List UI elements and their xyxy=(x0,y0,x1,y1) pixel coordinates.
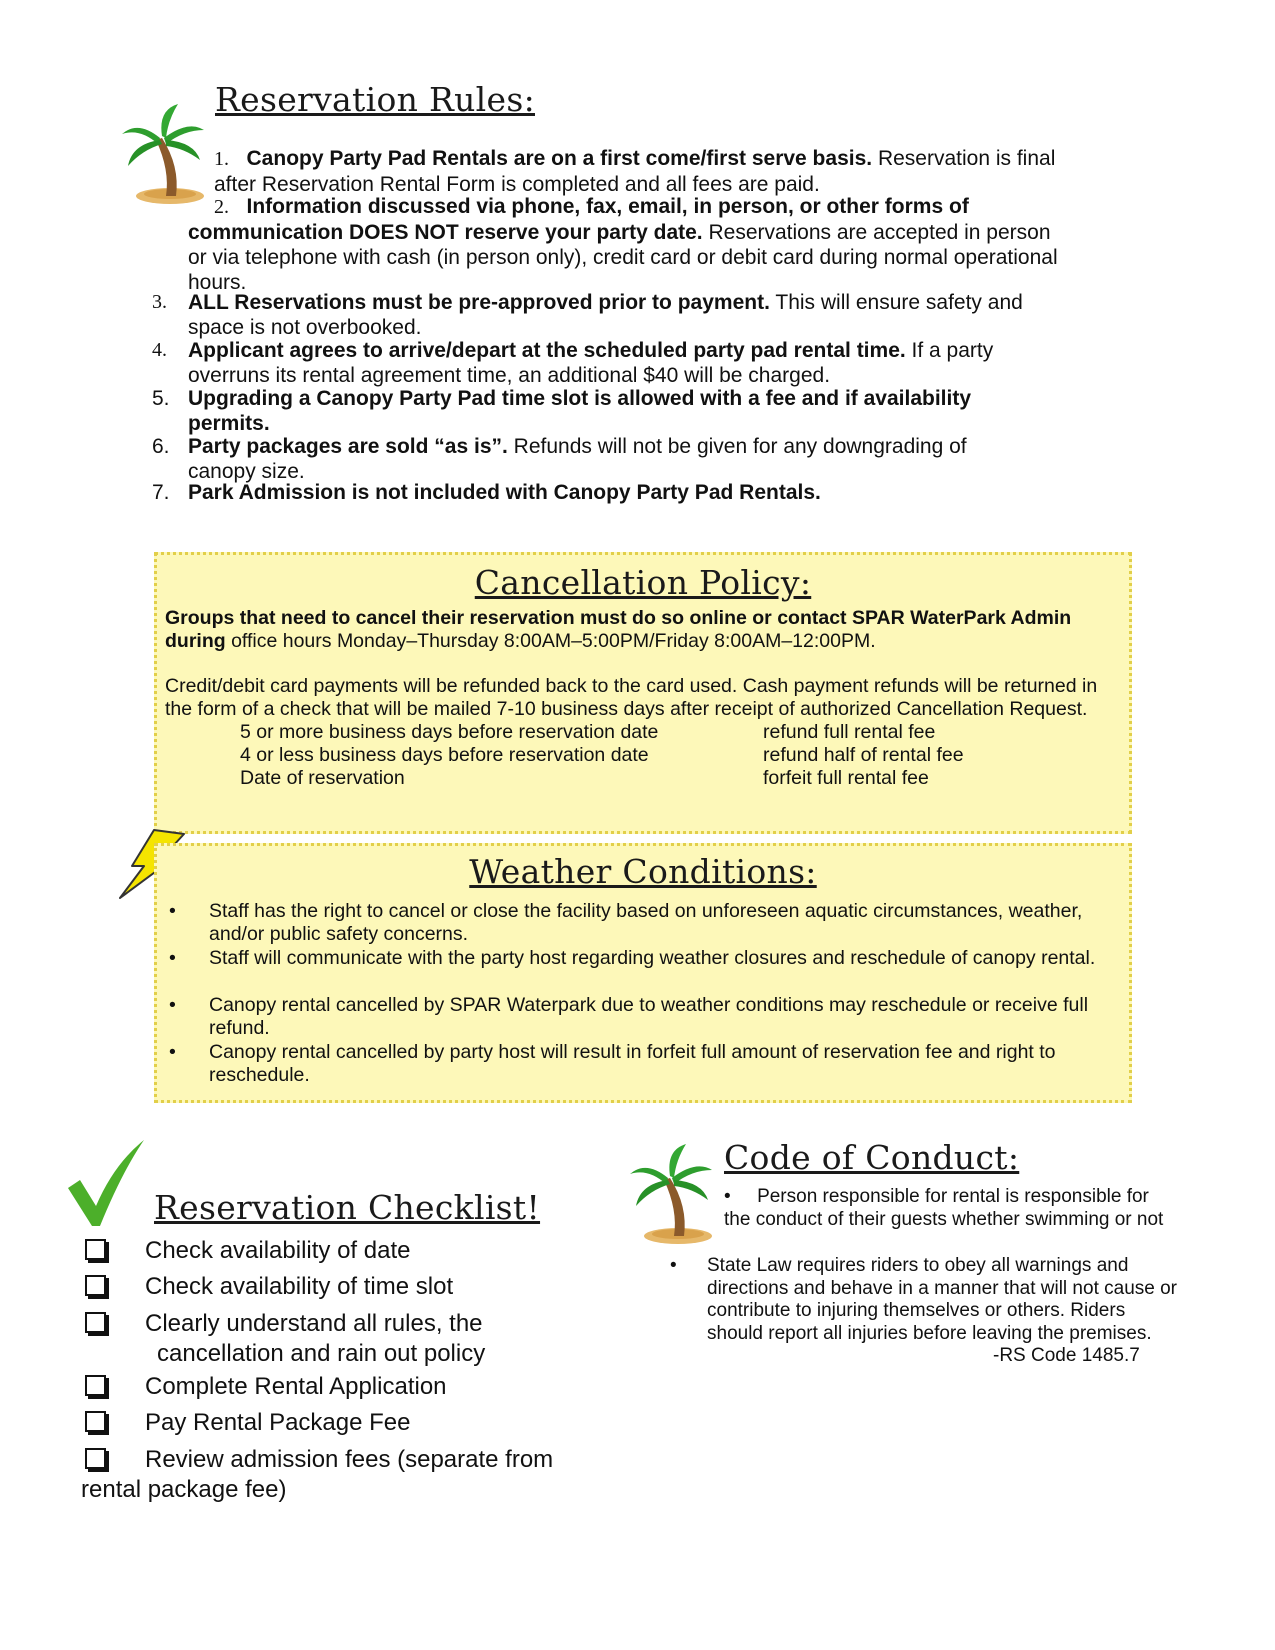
rule-item: 3. ALL Reservations must be pre-approved prior to payment. This will ensure safety and space is not overbooked. xyxy=(152,291,1023,339)
rule-item: 2. Information discussed via phone, fax, email, in person, or other forms of communication DOES NOT reserve your party date. Reservations are accepted in person or via telephone with cash (in person only), credit card or debit card during normal operational hours. xyxy=(188,195,1058,294)
checklist-item: Check availability of date xyxy=(85,1236,410,1266)
schedule-row: Date of reservation forfeit full rental fee xyxy=(240,767,929,789)
weather-item: • Canopy rental cancelled by party host will result in forfeit full amount of reservation fee and right to reschedule. xyxy=(169,1041,1056,1086)
rule-item: 5. Upgrading a Canopy Party Pad time slot is allowed with a fee and if availability permits. xyxy=(152,387,972,435)
bullet: • xyxy=(670,1255,677,1276)
rule-item: 7. Park Admission is not included with Canopy Party Pad Rentals. xyxy=(152,481,821,504)
checkbox[interactable] xyxy=(85,1411,106,1432)
rule-item: 1. Canopy Party Pad Rentals are on a first come/first serve basis. Reservation is final after Reservation Rental Form is completed and all fees are paid. xyxy=(214,147,1056,196)
checklist-item: Review admission fees (separate from xyxy=(85,1445,553,1475)
checklist-item: Check availability of time slot xyxy=(85,1272,453,1302)
checkbox[interactable] xyxy=(85,1239,106,1260)
schedule-row: 4 or less business days before reservation date refund half of rental fee xyxy=(240,744,964,766)
weather-item: • Canopy rental cancelled by SPAR Waterpark due to weather conditions may reschedule or receive full refund. xyxy=(169,994,1089,1039)
checkmark-icon xyxy=(66,1140,148,1228)
code-of-conduct-title: Code of Conduct: xyxy=(724,1138,1020,1177)
reservation-rules-title: Reservation Rules: xyxy=(215,80,535,119)
checkbox[interactable] xyxy=(85,1375,106,1396)
rule-item: 4. Applicant agrees to arrive/depart at the scheduled party pad rental time. If a party overruns its rental agreement time, an additional $40 will be charged. xyxy=(152,339,994,387)
reservation-rules-list xyxy=(152,146,1062,506)
palm-tree-icon xyxy=(626,1140,718,1252)
refund-paragraph: Credit/debit card payments will be refunded back to the card used. Cash payment refunds will be returned in the form of a check that will be mailed 7-10 business days after receipt of authorized Cancellation Request. xyxy=(165,675,1098,720)
checklist-item-continuation: cancellation and rain out policy xyxy=(157,1340,486,1367)
checklist-item: Pay Rental Package Fee xyxy=(85,1408,411,1438)
reservation-checklist-title: Reservation Checklist! xyxy=(154,1188,541,1227)
checkbox[interactable] xyxy=(85,1448,106,1469)
checkbox[interactable] xyxy=(85,1275,106,1296)
refund-schedule xyxy=(240,721,1129,790)
checklist-item: Clearly understand all rules, the xyxy=(85,1309,483,1339)
bullet: • xyxy=(724,1186,731,1207)
checklist-item: Complete Rental Application xyxy=(85,1372,447,1402)
weather-item: • Staff will communicate with the party host regarding weather closures and reschedule of canopy rental. xyxy=(169,947,1096,969)
conduct-item: • State Law requires riders to obey all warnings and directions and behave in a manner that will not cause or contribute to injuring themselves or others. Riders should report all injuries before leaving the premises. -RS Code 1485.7 xyxy=(670,1255,1177,1366)
checkbox[interactable] xyxy=(85,1312,106,1333)
cancellation-policy-title: Cancellation Policy: xyxy=(474,563,812,602)
schedule-row: 5 or more business days before reservation date refund full rental fee xyxy=(240,721,936,743)
rule-item: 6. Party packages are sold “as is”. Refunds will not be given for any downgrading of canopy size. xyxy=(152,435,967,483)
conduct-item: • Person responsible for rental is responsible for the conduct of their guests whether swimming or not xyxy=(724,1186,1164,1230)
weather-conditions-title: Weather Conditions: xyxy=(469,852,817,891)
cancellation-policy-box xyxy=(154,552,1132,834)
checklist-item-continuation: rental package fee) xyxy=(81,1476,287,1503)
weather-conditions-box xyxy=(154,843,1132,1103)
code-reference: -RS Code 1485.7 xyxy=(993,1345,1140,1366)
weather-item: • Staff has the right to cancel or close the facility based on unforeseen aquatic circumstances, weather, and/or public safety concerns. xyxy=(169,900,1083,945)
cancellation-paragraph: Groups that need to cancel their reservation must do so online or contact SPAR WaterPark Admin during office hours Monday–Thursday 8:00AM–5:00PM/Friday 8:00AM–12:00PM. xyxy=(165,607,1072,652)
